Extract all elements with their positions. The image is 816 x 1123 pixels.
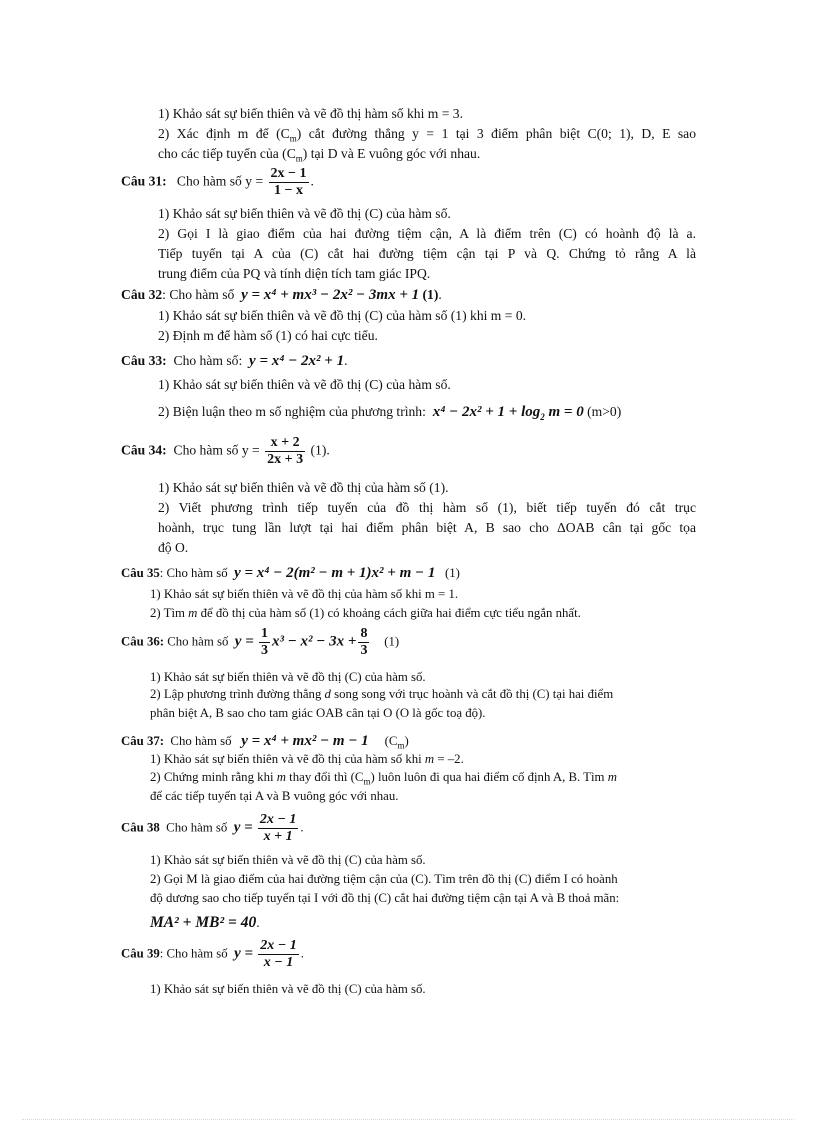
cau32-header: Câu 32: Cho hàm số y = x⁴ + mx³ − 2x² − 3mx + 1 (1).: [121, 287, 442, 303]
cau35-part1: 1) Khảo sát sự biến thiên và vẽ đồ thị của hàm số khi m = 1.: [150, 587, 459, 601]
cau33-equation: $x^4 - 2x^2 + 1 + \log_2 m = 0$: [432, 404, 584, 422]
cau33-formula: y = x⁴ − 2x² + 1: [249, 353, 345, 369]
cau38-part2-cont: độ dương sao cho tiếp tuyến tại I với đồ thị (C) cắt hai đường tiệm cận tại A và B thoả mãn:: [150, 891, 620, 905]
cau34-title: Câu 34:: [121, 442, 167, 458]
cau33-part2: 2) Biện luận theo m số nghiệm của phương trình: $x^4 - 2x^2 + 1 + \log_2 m = 0$ (m>0): [158, 404, 622, 422]
cau37-title: Câu 37:: [121, 734, 165, 748]
cau38-part1: 1) Khảo sát sự biến thiên và vẽ đồ thị (C) của hàm số.: [150, 853, 426, 867]
cau38-title: Câu 38: [121, 820, 160, 835]
cau34-part2-cont: hoành, trục tung lần lượt tại hai điểm phân biệt A, B sao cho ΔOAB cân tại gốc tọa: [158, 520, 696, 535]
cau31-part2-cont: Tiếp tuyến tại A của (C) cắt hai đường tiệm cận tại P và Q. Chứng tỏ rằng A là: [158, 246, 696, 261]
cau35-title: Câu 35: [121, 566, 160, 580]
cau32-part2: 2) Định m để hàm số (1) có hai cực tiểu.: [158, 328, 378, 343]
cau37-formula: y = x⁴ + mx² − m − 1: [241, 733, 369, 749]
cau30-part2: 2) Xác định m để $(C_m)$ cắt đường thẳng y = 1 tại 3 điểm phân biệt C(0; 1), D, E sao: [158, 126, 696, 144]
cau39-header: Câu 39: Cho hàm số y = $\frac{2x - 1}{x - 1}$ .: [121, 938, 304, 971]
cau36-title: Câu 36:: [121, 634, 165, 649]
cau32-part1: 1) Khảo sát sự biến thiên và vẽ đồ thị (C) của hàm số (1) khi m = 0.: [158, 308, 527, 323]
cau39-fraction: $\frac{2x - 1}{x - 1}$: [260, 938, 297, 971]
cau37-part2: 2) Chứng minh rằng khi m thay đổi thì $(C_m)$ luôn luôn đi qua hai điểm cố định A, B. Tìm m: [150, 770, 617, 787]
cau33-title: Câu 33:: [121, 353, 167, 368]
cau31-title: Câu 31:: [121, 173, 167, 189]
cau31-part1: 1) Khảo sát sự biến thiên và vẽ đồ thị (C) của hàm số.: [158, 206, 451, 221]
cau39-title: Câu 39: [121, 946, 160, 961]
cau38-fraction: $\frac{2x - 1}{x + 1}$: [259, 812, 297, 845]
cau36-fraction-one-third: $\frac{1}{3}$: [260, 626, 268, 659]
cau36-header: Câu 36: Cho hàm số y = $\frac{1}{3}$ x³ − x² − 3x + $\frac{8}{3}$ (1): [121, 626, 400, 659]
cau35-part2: 2) Tìm m để đồ thị của hàm số (1) có khoảng cách giữa hai điểm cực tiểu ngắn nhất.: [150, 606, 581, 620]
cau34-fraction: $\frac{x + 2}{2x + 3}$: [267, 435, 304, 468]
cau30-part2-cont: cho các tiếp tuyến của $(C_m)$ tại D và E vuông góc với nhau.: [158, 146, 481, 164]
cau36-part2-cont: phân biệt A, B sao cho tam giác OAB cân tại O (O là gốc toạ độ).: [150, 706, 486, 720]
cau31-header: Câu 31: Cho hàm số y = $\frac{2x - 1}{1 - x}$ .: [121, 166, 314, 199]
cau35-formula: y = x⁴ − 2(m² − m + 1)x² + m − 1: [234, 565, 436, 581]
cau32-title: Câu 32: [121, 287, 163, 302]
cau33-part1: 1) Khảo sát sự biến thiên và vẽ đồ thị (C) của hàm số.: [158, 377, 451, 392]
cau34-part2: 2) Viết phương trình tiếp tuyến của đồ thị hàm số (1), biết tiếp tuyến đó cắt trục: [158, 500, 696, 515]
cau36-part2: 2) Lập phương trình đường thẳng d song song với trục hoành và cắt đồ thị (C) tại hai điểm: [150, 687, 614, 701]
cau36-fraction-eight-thirds: $\frac{8}{3}$: [360, 626, 368, 659]
cau38-part2: 2) Gọi M là giao điểm của hai đường tiệm cận của (C). Tìm trên đồ thị (C) điểm I có hoành: [150, 872, 618, 886]
cau31-fraction: $\frac{2x - 1}{1 - x}$: [270, 166, 307, 199]
cau34-header: Câu 34: Cho hàm số y = $\frac{x + 2}{2x + 3}$ (1).: [121, 435, 330, 468]
cau31-part2-end: trung điểm của PQ và tính diện tích tam giác IPQ.: [158, 266, 431, 281]
cau34-part2-end: độ O.: [158, 540, 189, 555]
cau33-header: Câu 33: Cho hàm số: y = x⁴ − 2x² + 1.: [121, 353, 348, 369]
cau37-header: Câu 37: Cho hàm số y = x⁴ + mx² − m − 1 $(C_m)$: [121, 733, 409, 751]
cau32-formula: y = x⁴ + mx³ − 2x² − 3mx + 1: [241, 287, 420, 303]
cau31-part2: 2) Gọi I là giao điểm của hai đường tiệm cận, A là điểm trên (C) có hoành độ là a.: [158, 226, 696, 241]
cau30-part1: 1) Khảo sát sự biến thiên và vẽ đồ thị hàm số khi m = 3.: [158, 106, 463, 121]
cau38-equation: MA² + MB² = 40.: [150, 914, 260, 931]
cau34-part1: 1) Khảo sát sự biến thiên và vẽ đồ thị của hàm số (1).: [158, 480, 449, 495]
cau39-part1: 1) Khảo sát sự biến thiên và vẽ đồ thị (C) của hàm số.: [150, 982, 426, 996]
cau37-part1: 1) Khảo sát sự biến thiên và vẽ đồ thị của hàm số khi m = –2.: [150, 752, 464, 766]
cau37-part2-cont: để các tiếp tuyến tại A và B vuông góc với nhau.: [150, 789, 399, 803]
cau35-header: Câu 35: Cho hàm số y = x⁴ − 2(m² − m + 1)x² + m − 1 (1): [121, 565, 460, 581]
cau36-part1: 1) Khảo sát sự biến thiên và vẽ đồ thị (C) của hàm số.: [150, 670, 426, 684]
cau38-header: Câu 38 Cho hàm số y = $\frac{2x - 1}{x + 1}$ .: [121, 812, 304, 845]
page-bottom-divider: [22, 1119, 794, 1120]
